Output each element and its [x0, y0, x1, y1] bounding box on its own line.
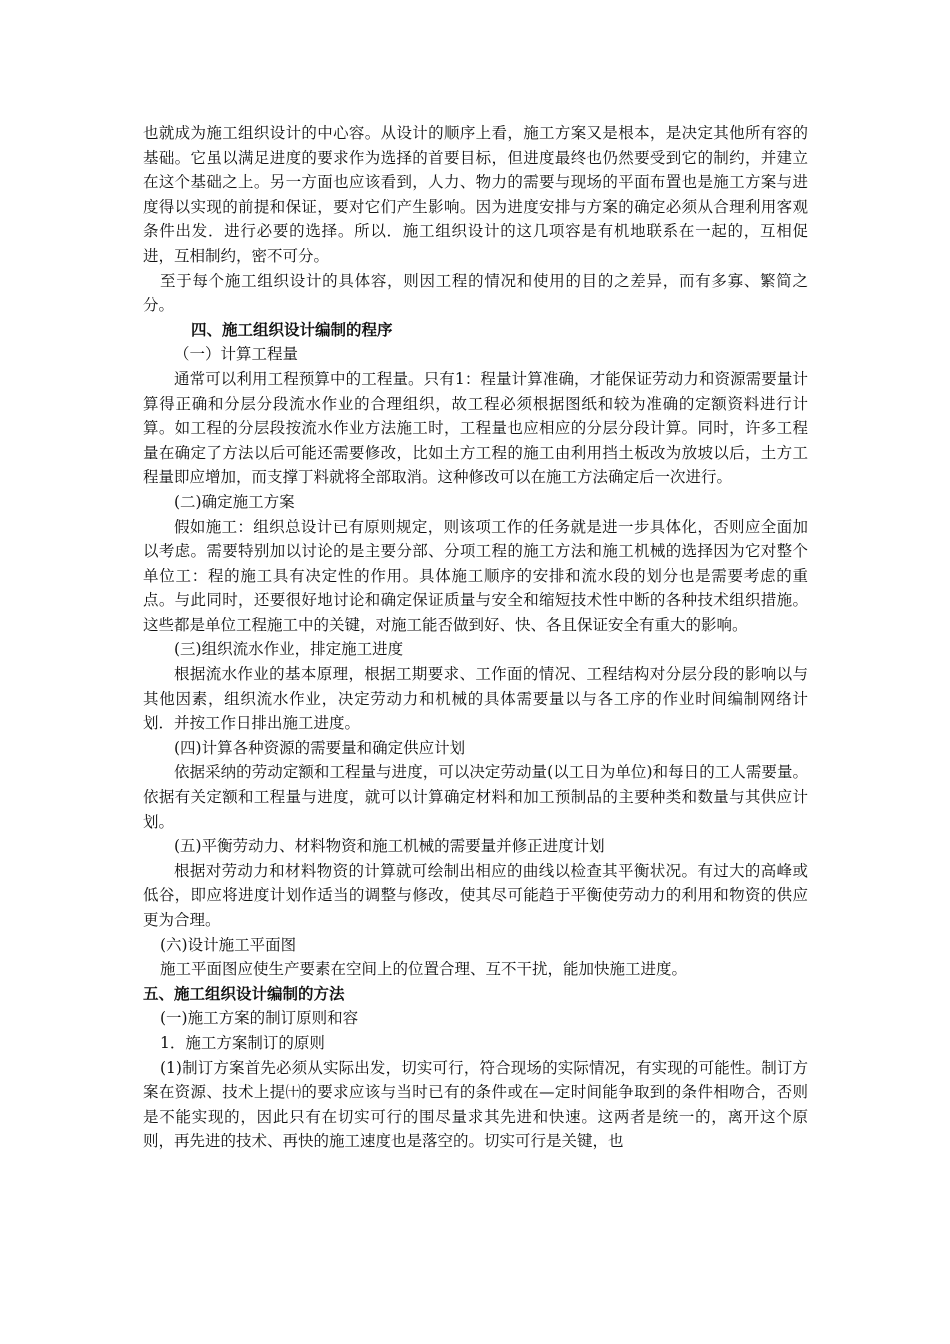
paragraph: 通常可以利用工程预算中的工程量。只有1：程量计算准确，才能保证劳动力和资源需要量计算得正确和分层分段流水作业的合理组织，故工程必须根据图纸和较为准确的定额资料进行计算。如工程的分层段按流水作业方法施工时，工程量也应相应的分层分段计算。同时，许多工程量在确定了方法以后可能还需要修改，比如土方工程的施工由利用挡土板改为放坡以后，土方工程量即应增加，而支撑丁料就将全部取消。这种修改可以在施工方法确定后一次进行。 — [143, 369, 808, 487]
subsection-title: (二)确定施工方案 — [174, 492, 295, 511]
section-heading: 四、施工组织设计编制的程序 — [191, 320, 393, 339]
paragraph: 依据采纳的劳动定额和工程量与进度，可以决定劳动量(以工日为单位)和每日的工人需要量。依据有关定额和工程量与进度，就可以计算确定材料和加工预制品的主要种类和数量与其供应计划。 — [143, 763, 808, 831]
paragraph: (1)制订方案首先必须从实际出发，切实可行，符合现场的实际情况，有实现的可能性。制订方案在资源、技术上提㈩的要求应该与当时已有的条件或在—定时间能争取到的条件相吻合，否则是不能实现的，因此只有在切实可行的围尽量求其先进和快速。这两者是统一的，离开这个原则，再先进的技术、再快的施工速度也是落空的。切实可行是关键，也 — [143, 1058, 808, 1151]
paragraph: 也就成为施工组织设计的中心容。从设计的顺序上看，施工方案又是根本，是决定其他所有容的基础。它虽以满足进度的要求作为选择的首要目标，但进度最终也仍然要受到它的制约，并建立在这个基础之上。另一方面也应该看到，人力、物力的需要与现场的平面布置也是施工方案与进度得以实现的前提和保证，要对它们产生影响。因为进度安排与方案的确定必须从合理利用客观条件出发．进行必要的选择。所以．施工组织设计的这几项容是有机地联系在一起的，互相促进，互相制约，密不可分。 — [143, 124, 808, 265]
paragraph: 根据流水作业的基本原理，根据工期要求、工作面的情况、工程结构对分层分段的影响以与其他因素，组织流水作业，决定劳动力和机械的具体需要量以与各工序的作业时间编制网络计划．并按工作日排出施工进度。 — [143, 665, 808, 733]
paragraph: 根据对劳动力和材料物资的计算就可绘制出相应的曲线以检查其平衡状况。有过大的高峰或低谷，即应将进度计划作适当的调整与修改，使其尽可能趋于平衡使劳动力的利用和物资的供应更为合理。 — [143, 861, 808, 929]
paragraph: 假如施工：组织总设计已有原则规定，则该项工作的任务就是进一步具体化，否则应全面加以考虑。需要特别加以讨论的是主要分部、分项工程的施工方法和施工机械的选择因为它对整个单位工：程的施工具有决定性的作用。具体施工顺序的安排和流水段的划分也是需要考虑的重点。与此同时，还要很好地讨论和确定保证质量与安全和缩短技术性中断的各种技术组织措施。这些都是单位工程施工中的关键，对施工能否做到好、快、各且保证安全有重大的影响。 — [143, 517, 808, 634]
subsection-title: (三)组织流水作业，排定施工进度 — [174, 640, 404, 659]
subsection-title: (四)计算各种资源的需要量和确定供应计划 — [174, 738, 466, 757]
subsection-title: (六)设计施工平面图 — [160, 935, 297, 954]
paragraph: 施工平面图应使生产要素在空间上的位置合理、互不干扰，能加快施工进度。 — [160, 960, 688, 979]
item-title: 1．施工方案制订的原则 — [160, 1033, 325, 1052]
subsection-title: （一）计算工程量 — [174, 345, 299, 364]
paragraph: 至于每个施工组织设计的具体容，则因工程的情况和使用的目的之差异，而有多寡、繁简之分。 — [143, 271, 808, 315]
section-heading: 五、施工组织设计编制的方法 — [143, 984, 345, 1003]
subsection-title: (五)平衡劳动力、材料物资和施工机械的需要量并修正进度计划 — [174, 837, 605, 856]
subsection-title: (一)施工方案的制订原则和容 — [160, 1009, 359, 1028]
document-body — [143, 121, 808, 1154]
